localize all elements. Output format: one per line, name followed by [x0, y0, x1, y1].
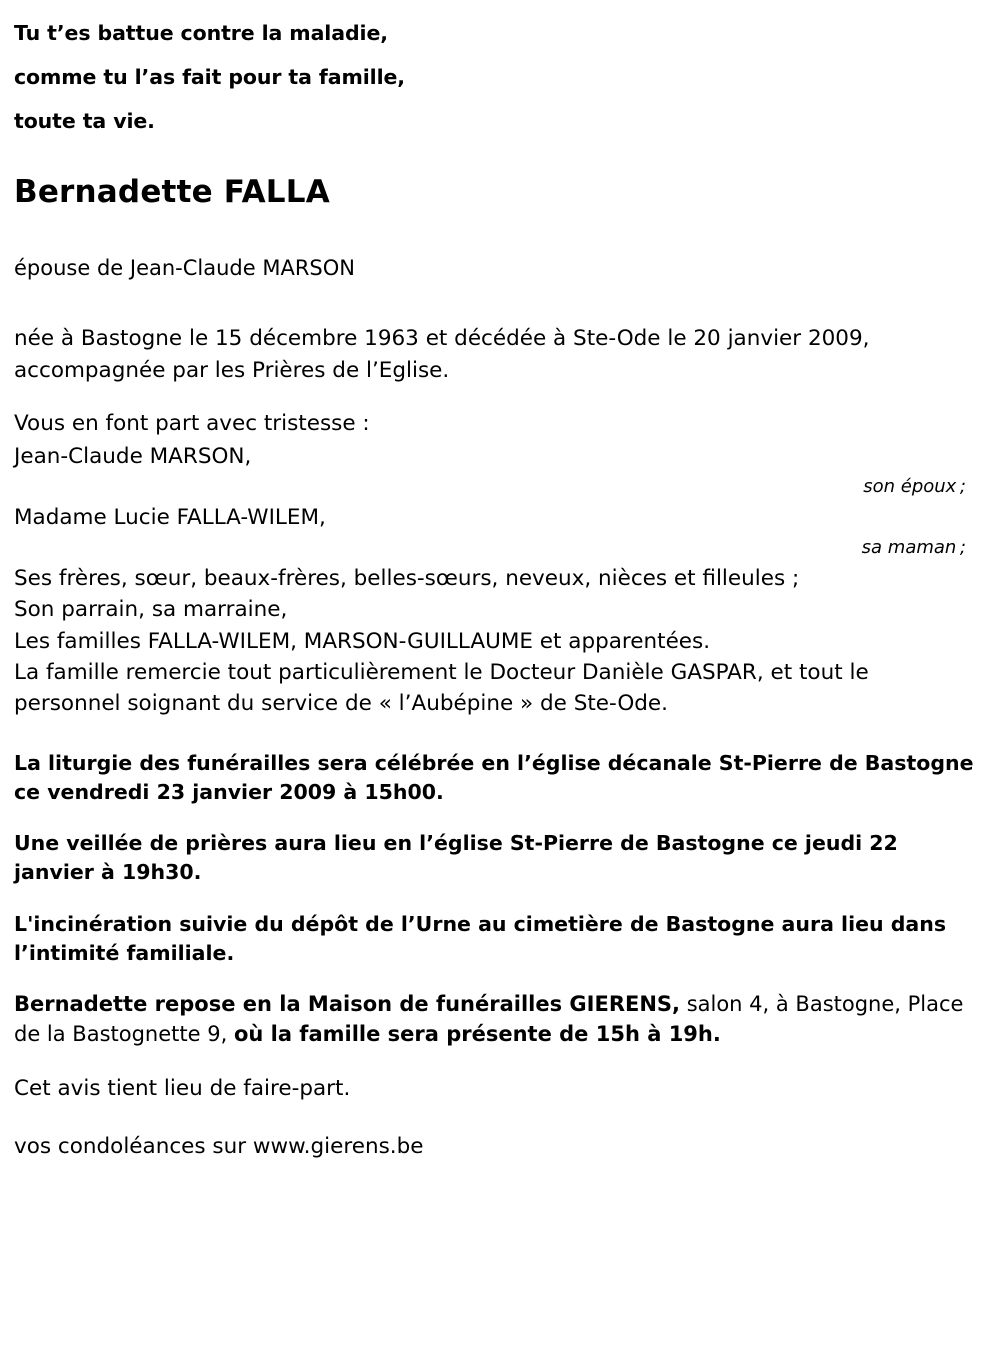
repose-middle: salon 4, à Bastogne, Place de la Bastognette 9, [14, 991, 964, 1046]
epitaph-line-3: toute ta vie. [14, 109, 155, 134]
birth-death-line: née à Bastogne le 15 décembre 1963 et décédée à Ste-Ode le 20 janvier 2009, accompagnée par les Prières de l’Eglise. [14, 326, 870, 383]
relative-entry-2 [14, 502, 976, 561]
relative-entry-1 [14, 441, 976, 500]
relatives-list-item: Son parrain, sa marraine, [14, 597, 288, 623]
relative-name: Jean-Claude MARSON, [14, 443, 252, 469]
epitaph-line-2: comme tu l’as fait pour ta famille, [14, 65, 405, 90]
epitaph-block [14, 18, 976, 137]
relatives-list-item: Les familles FALLA-WILEM, MARSON-GUILLAUME et apparentées. [14, 628, 711, 654]
relative-role: sa maman ; [861, 537, 966, 559]
thanks-paragraph: La famille remercie tout particulièrement le Docteur Danièle GASPAR, et tout le personnel soignant du service de « l’Aubépine » de Ste-Ode. [14, 659, 869, 716]
liturgy-info: La liturgie des funérailles sera célébrée en l’église décanale St-Pierre de Bastogne ce vendredi 23 janvier 2009 à 15h00. [14, 751, 974, 805]
repose-info [14, 990, 976, 1050]
repose-emphasis: où la famille sera présente de 15h à 19h. [233, 1021, 721, 1046]
spouse-of-line: épouse de Jean-Claude MARSON [14, 256, 355, 281]
announce-intro: Vous en font part avec tristesse : [14, 410, 370, 436]
repose-lead: Bernadette repose en la Maison de funérailles GIERENS, [14, 991, 681, 1016]
epitaph-line-1: Tu t’es battue contre la maladie, [14, 21, 388, 45]
relatives-list [14, 563, 976, 657]
deceased-name: Bernadette FALLA [14, 174, 330, 211]
relative-role: son époux ; [863, 476, 966, 498]
condolences-line: vos condoléances sur www.gierens.be [14, 1133, 424, 1159]
faire-part-note: Cet avis tient lieu de faire-part. [14, 1076, 351, 1102]
relatives-list-item: Ses frères, sœur, beaux-frères, belles-sœurs, neveux, nièces et filleules ; [14, 566, 800, 592]
cremation-info: L'incinération suivie du dépôt de l’Urne au cimetière de Bastogne aura lieu dans l’intimité familiale. [14, 911, 947, 965]
vigil-info: Une veillée de prières aura lieu en l’église St-Pierre de Bastogne ce jeudi 22 janvier à 19h30. [14, 831, 898, 885]
relative-name: Madame Lucie FALLA-WILEM, [14, 505, 326, 531]
